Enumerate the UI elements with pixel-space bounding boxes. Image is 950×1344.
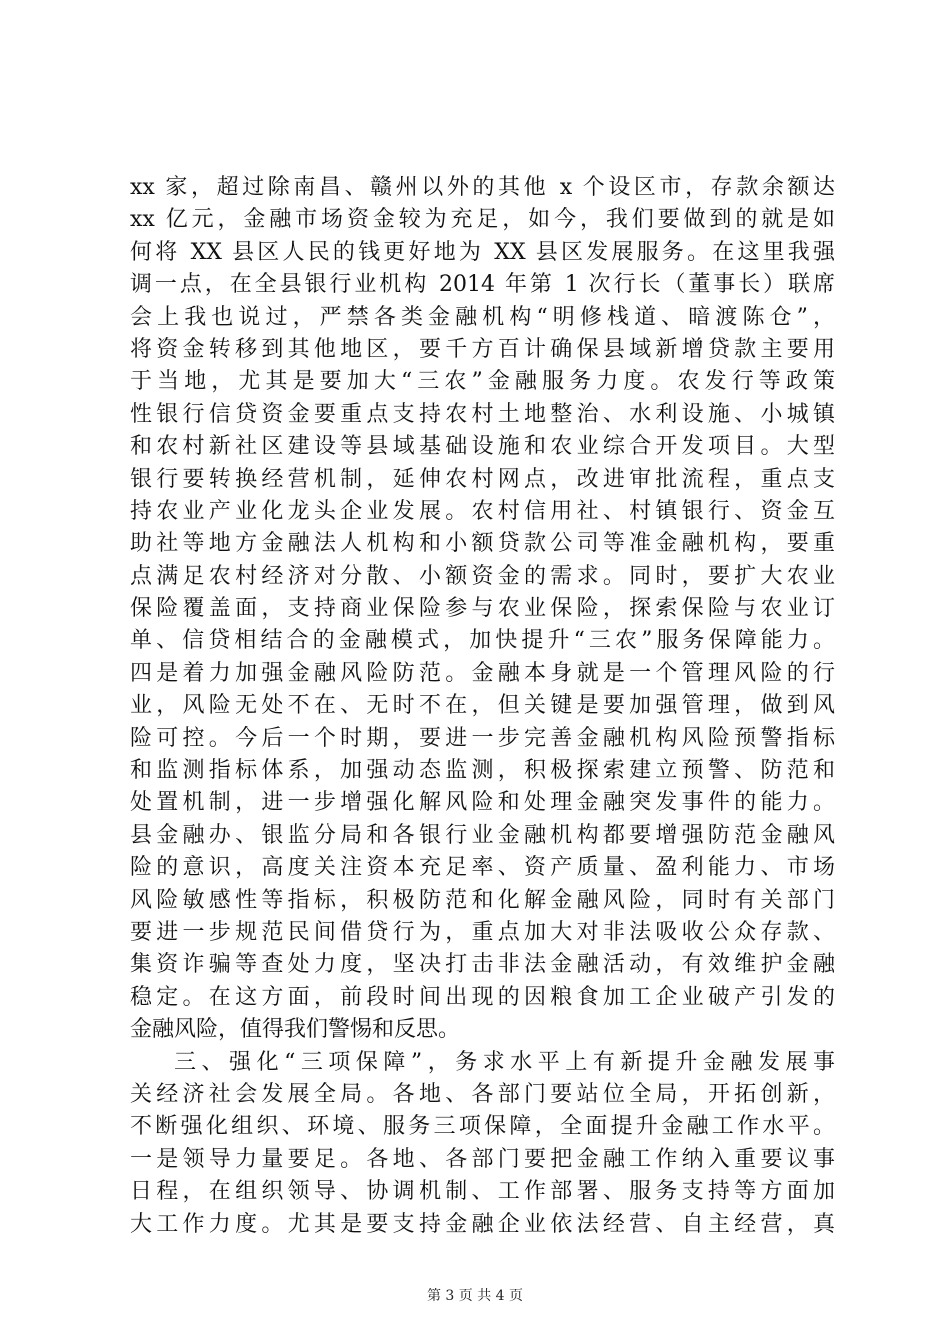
text-line: 将资金转移到其他地区，要千方百计确保县域新增贷款主要用: [130, 336, 835, 362]
text-line: 风险敏感性等指标，积极防范和化解金融风险，同时有关部门: [130, 887, 835, 913]
text-line: 大工作力度。尤其是要支持金融企业依法经营、自主经营，真: [130, 1211, 835, 1237]
text-line: 何将 XX 县区人民的钱更好地为 XX 县区发展服务。在这里我强: [130, 239, 835, 265]
text-line: 会上我也说过，严禁各类金融机构“明修栈道、暗渡陈仓”，: [130, 304, 835, 330]
text-line: 险可控。今后一个时期，要进一步完善金融机构风险预警指标: [130, 725, 835, 751]
text-line: 和监测指标体系，加强动态监测，积极探索建立预警、防范和: [130, 758, 835, 784]
text-line: 银行要转换经营机制，延伸农村网点，改进审批流程，重点支: [130, 466, 835, 492]
text-line: 点满足农村经济对分散、小额资金的需求。同时，要扩大农业: [130, 563, 835, 589]
text-line: 稳定。在这方面，前段时间出现的因粮食加工企业破产引发的: [130, 984, 835, 1010]
text-line: 县金融办、银监分局和各银行业金融机构都要增强防范金融风: [130, 822, 835, 848]
text-line: 持农业产业化龙头企业发展。农村信用社、村镇银行、资金互: [130, 498, 835, 524]
text-line: 四是着力加强金融风险防范。金融本身就是一个管理风险的行: [130, 660, 835, 686]
text-line: 险的意识，高度关注资本充足率、资产质量、盈利能力、市场: [130, 855, 835, 881]
text-line: 一是领导力量要足。各地、各部门要把金融工作纳入重要议事: [130, 1146, 835, 1172]
text-line: xx 亿元，金融市场资金较为充足，如今，我们要做到的就是如: [130, 207, 835, 233]
body-text: [130, 172, 835, 1241]
text-line: 性银行信贷资金要重点支持农村土地整治、水利设施、小城镇: [130, 401, 835, 427]
page-number-footer: 第 3 页 共 4 页: [426, 1288, 524, 1304]
section-heading-line: 三、强化“三项保障”，务求水平上有新提升金融发展事: [174, 1049, 835, 1075]
text-line: 集资诈骗等查处力度，坚决打击非法金融活动，有效维护金融: [130, 952, 835, 978]
text-line: 不断强化组织、环境、服务三项保障，全面提升金融工作水平。: [130, 1114, 835, 1140]
text-line: 处置机制，进一步增强化解风险和处理金融突发事件的能力。: [130, 790, 835, 816]
text-line: xx 家，超过除南昌、赣州以外的其他 x 个设区市，存款余额达: [130, 175, 835, 200]
text-line: 保险覆盖面，支持商业保险参与农业保险，探索保险与农业订: [130, 596, 835, 622]
text-line: 调一点，在全县银行业机构 2014 年第 1 次行长（董事长）联席: [130, 272, 835, 298]
text-line: 和农村新社区建设等县域基础设施和农业综合开发项目。大型: [130, 434, 835, 460]
text-line: 助社等地方金融法人机构和小额贷款公司等准金融机构，要重: [130, 531, 835, 557]
text-line: 于当地，尤其是要加大“三农”金融服务力度。农发行等政策: [130, 369, 835, 395]
text-line: 单、信贷相结合的金融模式，加快提升“三农”服务保障能力。: [130, 628, 835, 654]
text-line: 日程，在组织领导、协调机制、工作部署、服务支持等方面加: [130, 1179, 835, 1205]
text-line: 关经济社会发展全局。各地、各部门要站位全局，开拓创新，: [130, 1081, 835, 1107]
text-line: 业，风险无处不在、无时不在，但关键是要加强管理，做到风: [130, 693, 835, 719]
text-line: 金融风险，值得我们警惕和反思。: [130, 1017, 461, 1043]
text-line: 要进一步规范民间借贷行为，重点加大对非法吸收公众存款、: [130, 919, 835, 945]
